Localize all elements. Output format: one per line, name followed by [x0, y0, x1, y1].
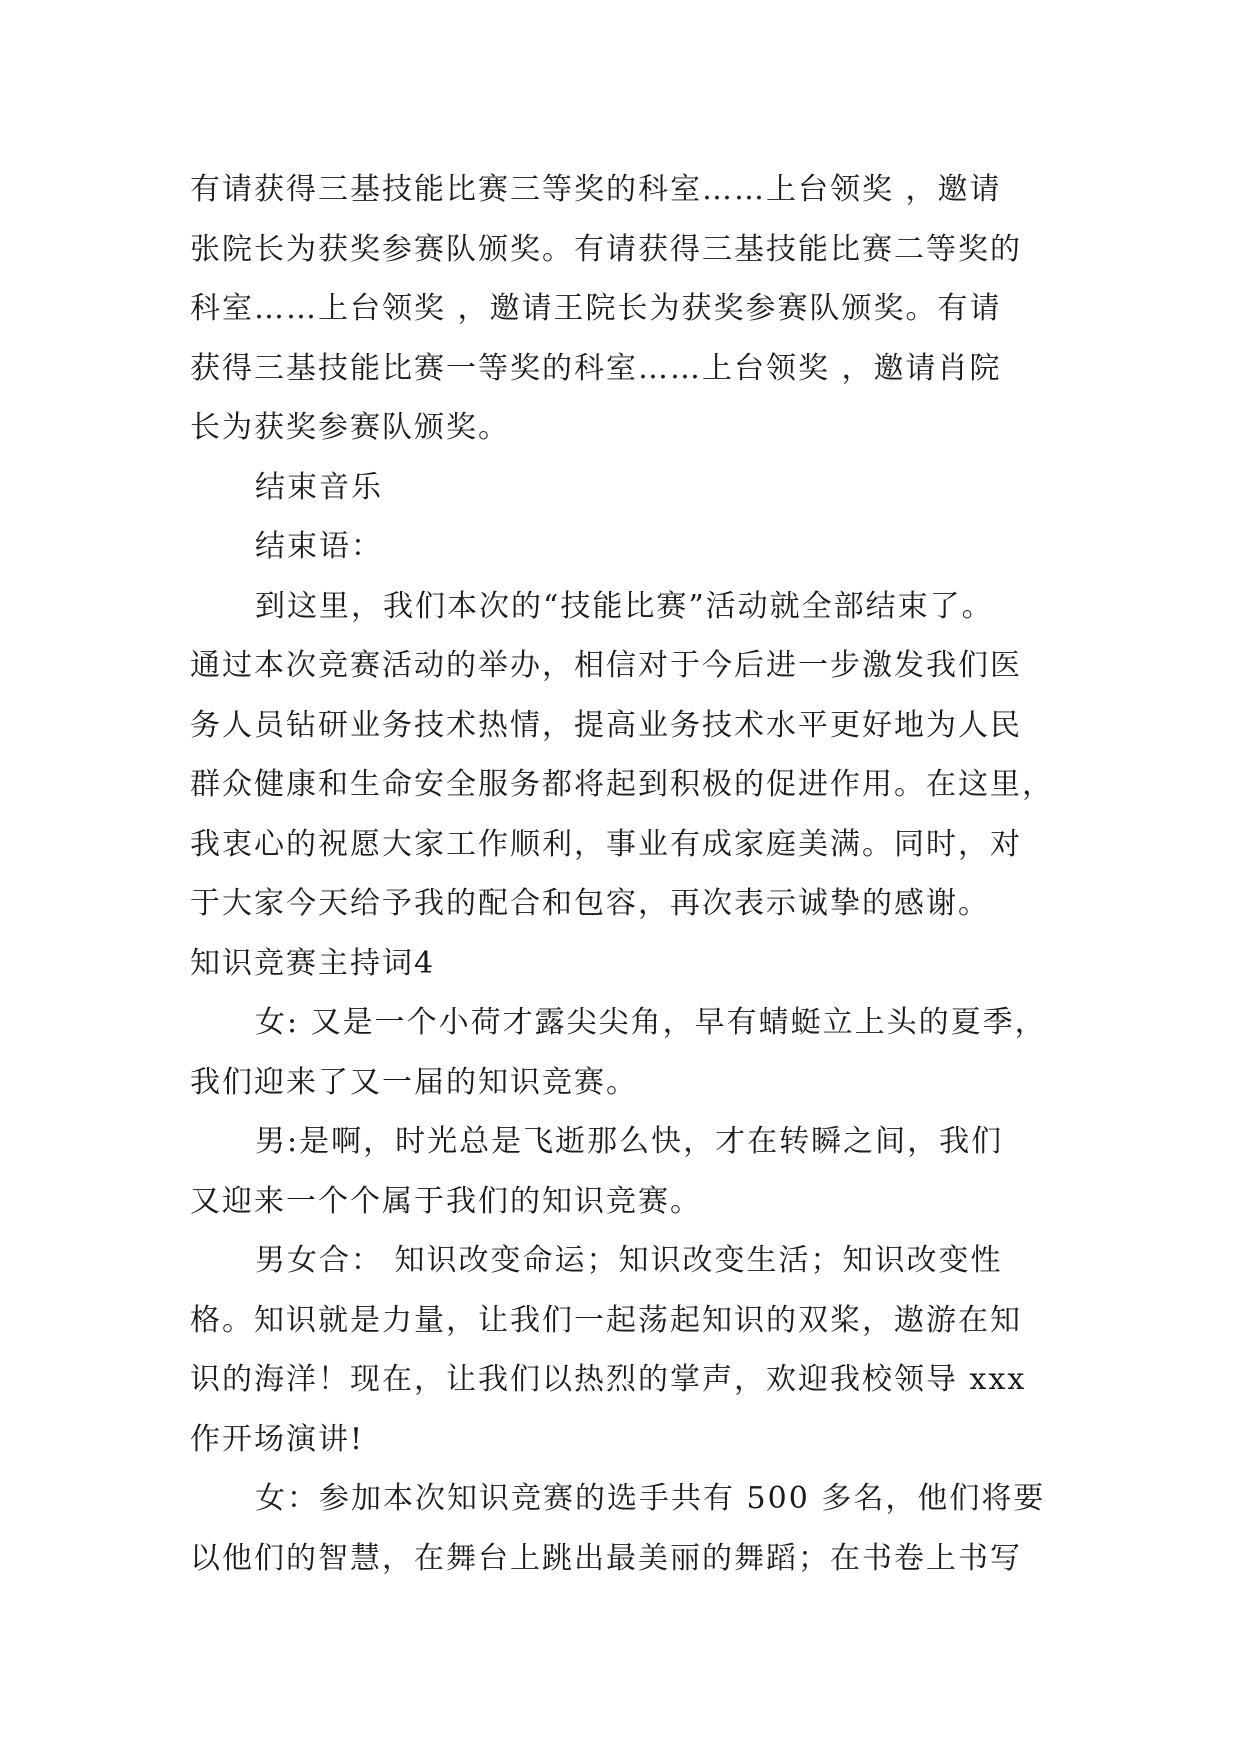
text-line: 张院长为获奖参赛队颁奖。有请获得三基技能比赛二等奖的 [190, 231, 1022, 267]
text-line: 作开场演讲! [190, 1421, 365, 1457]
text-line: 女：参加本次知识竞赛的选手共有 500 多名，他们将要 [255, 1481, 1046, 1516]
text-line: 知识竞赛主持词4 [190, 945, 436, 981]
text-line: 男女合： 知识改变命运；知识改变生活；知识改变性 [255, 1243, 1003, 1278]
text-line: 务人员钻研业务技术热情，提高业务技术水平更好地为人民 [190, 707, 1022, 743]
text-line: 科室……上台领奖 ，邀请王院长为获奖参赛队颁奖。有请 [190, 291, 1002, 326]
text-line: 格。知识就是力量，让我们一起荡起知识的双桨，遨游在知 [190, 1302, 1022, 1338]
text-line: 我们迎来了又一届的知识竞赛。 [190, 1064, 638, 1100]
text-line: 女: 又是一个小荷才露尖尖角，早有蜻蜓立上头的夏季， [255, 1005, 1047, 1040]
text-line: 长为获奖参赛队颁奖。 [190, 410, 510, 445]
text-line: 结束音乐 [255, 469, 383, 505]
text-line: 有请获得三基技能比赛三等奖的科室……上台领奖 ，邀请 [190, 172, 1002, 207]
text-line: 群众健康和生命安全服务都将起到积极的促进作用。在这里， [190, 767, 1054, 802]
text-line: 通过本次竞赛活动的举办，相信对于今后进一步激发我们医 [190, 648, 1022, 683]
text-line: 结束语： [255, 529, 383, 564]
text-line: 又迎来一个个属于我们的知识竞赛。 [190, 1183, 702, 1219]
document-body [190, 160, 1070, 1588]
text-line: 到这里，我们本次的“技能比赛”活动就全部结束了。 [255, 588, 994, 624]
text-line: 于大家今天给予我的配合和包容，再次表示诚挚的感谢。 [190, 886, 990, 921]
text-line: 识的海洋！现在，让我们以热烈的掌声，欢迎我校领导 xxx [190, 1362, 1027, 1397]
text-line: 男:是啊，时光总是飞逝那么快，才在转瞬之间，我们 [255, 1124, 1004, 1159]
text-line: 我衷心的祝愿大家工作顺利，事业有成家庭美满。同时，对 [190, 826, 1022, 862]
text-line: 以他们的智慧，在舞台上跳出最美丽的舞蹈；在书卷上书写 [190, 1540, 1022, 1576]
text-line: 获得三基技能比赛一等奖的科室……上台领奖 ，邀请肖院 [190, 350, 1002, 386]
